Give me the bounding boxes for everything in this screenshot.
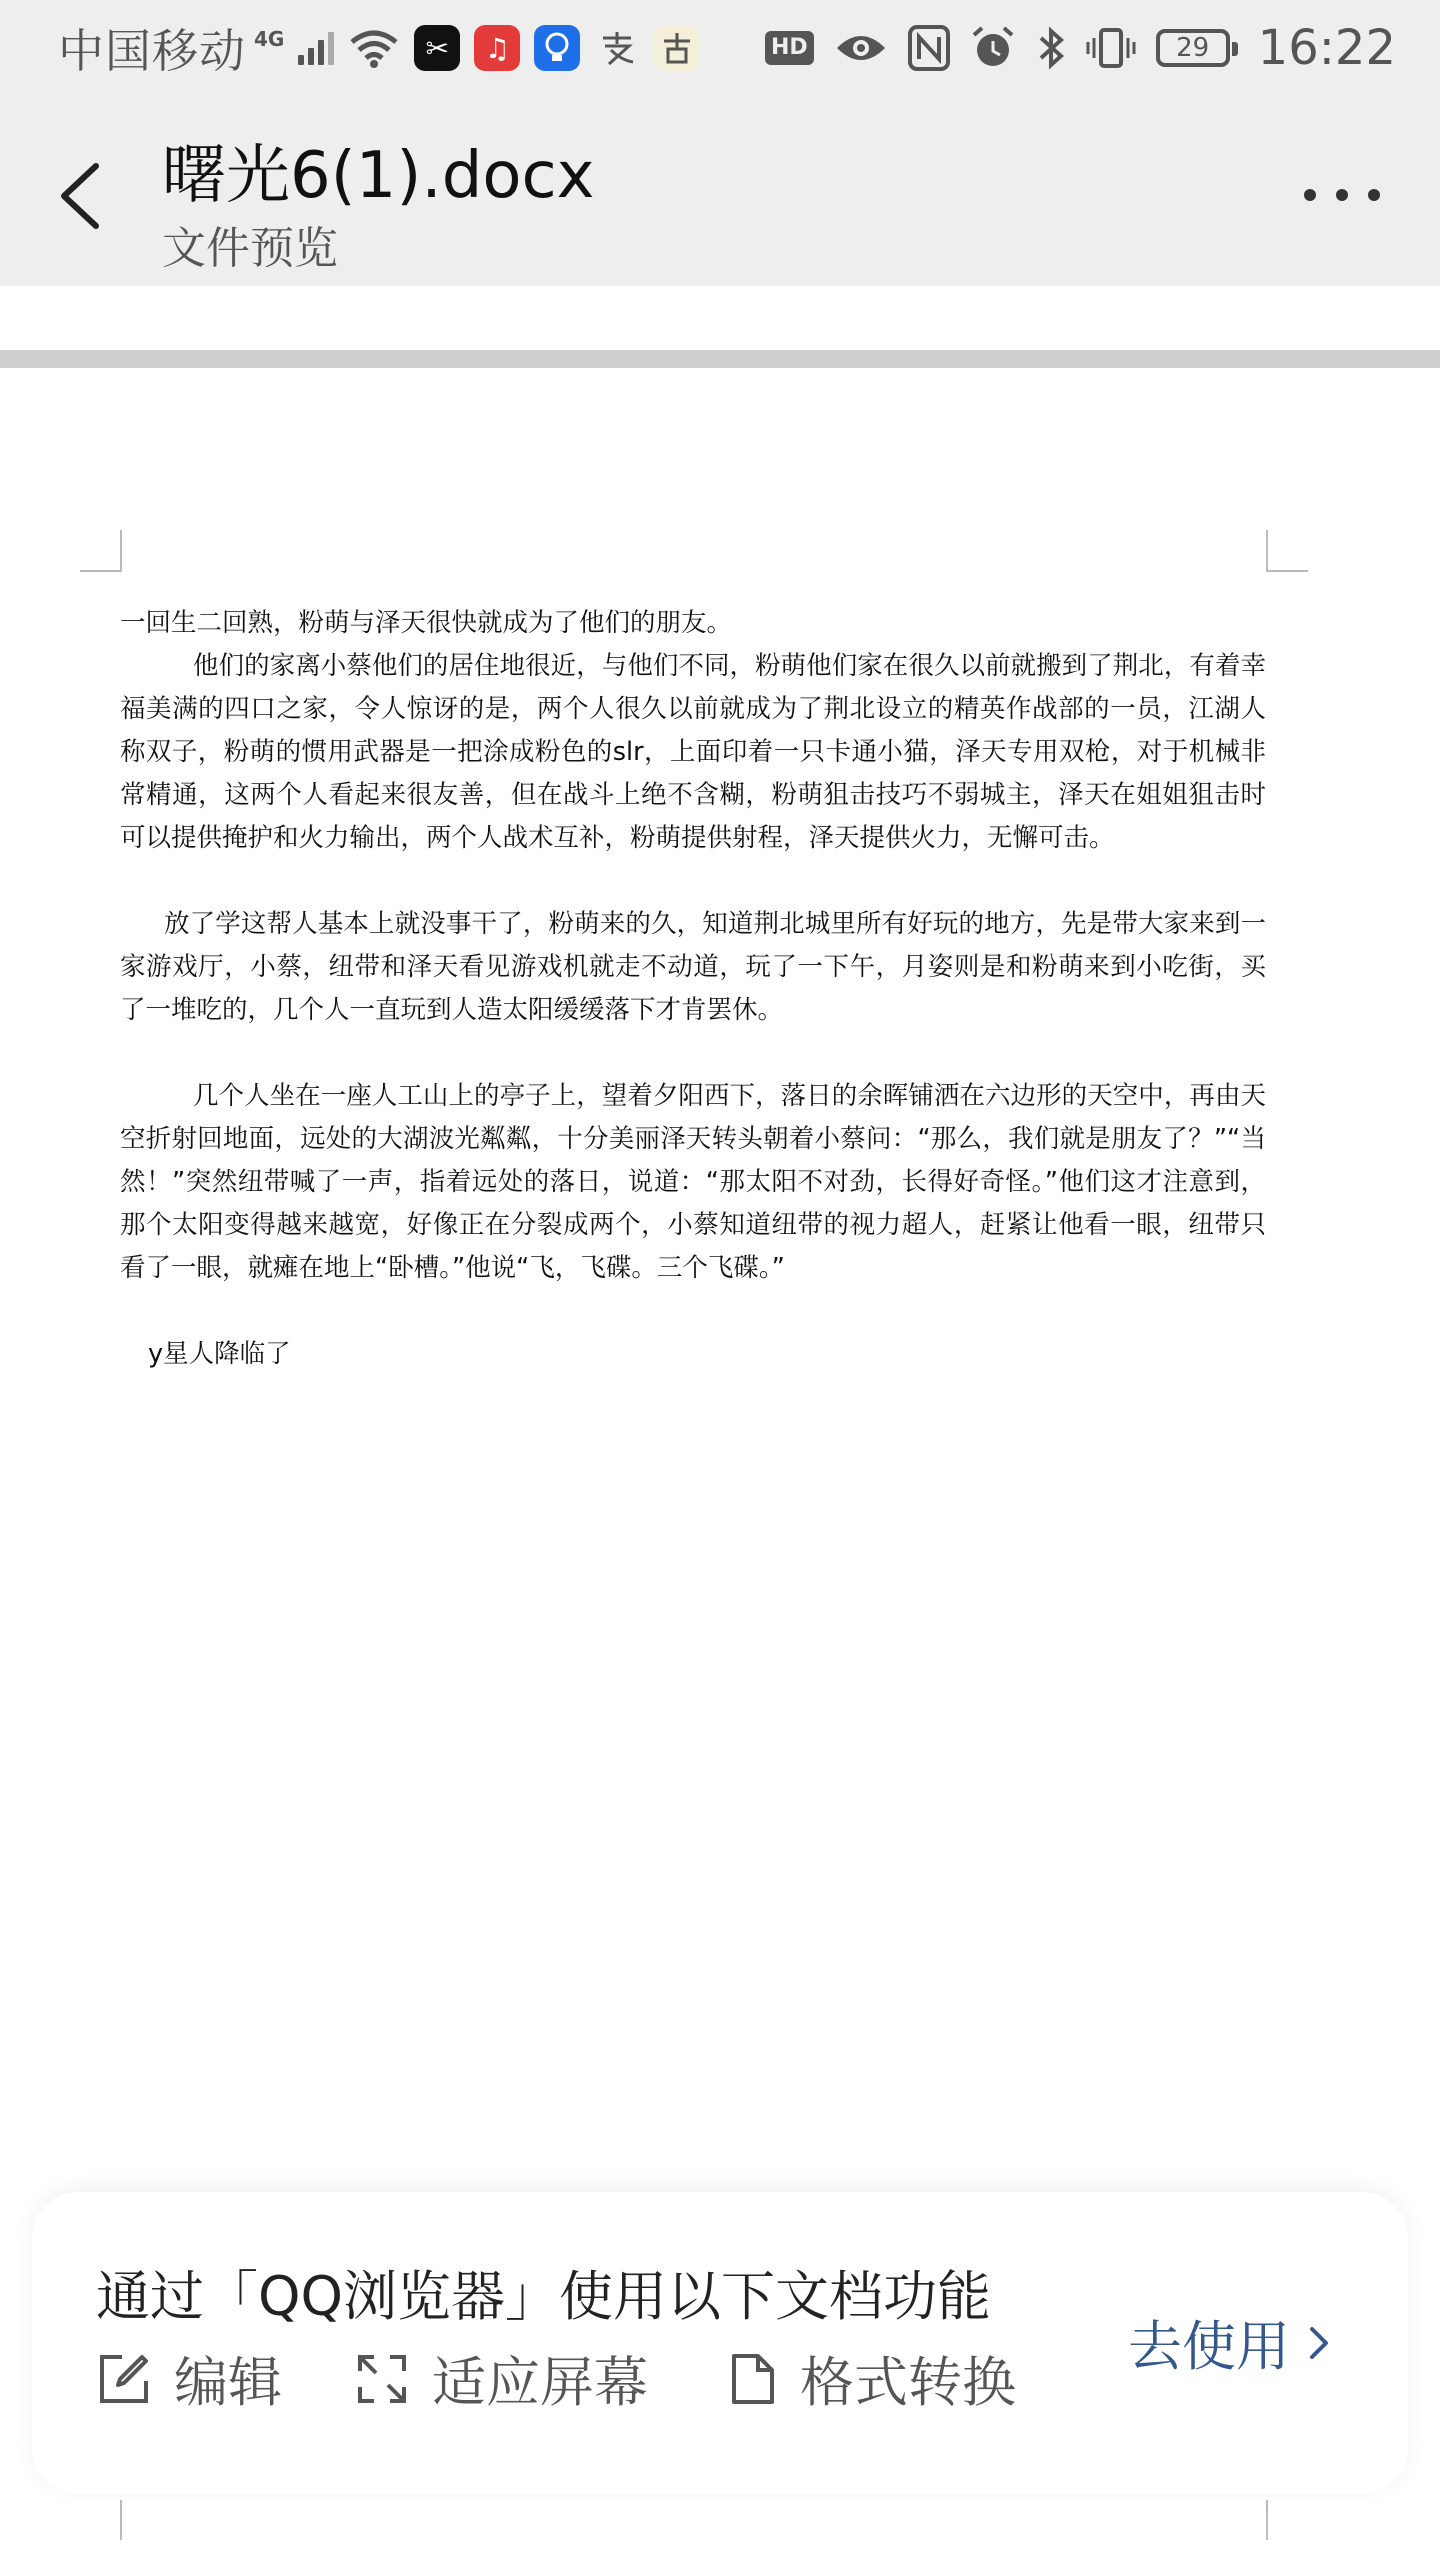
paragraph: y星人降临了 <box>148 1339 291 1369</box>
crop-mark-top-right <box>1266 530 1308 572</box>
fit-screen-icon <box>356 2353 408 2405</box>
carrier-name: 中国移动 <box>58 24 246 78</box>
netease-music-icon: ♫ <box>474 25 520 71</box>
edit-label: 编辑 <box>174 2351 282 2414</box>
go-use-label: 去使用 <box>1128 2315 1290 2378</box>
nfc-icon <box>908 25 950 71</box>
paragraph: 他们的家离小蔡他们的居住地很近，与他们不同，粉萌他们家在很久以前就搬到了荆北，有着幸福美满的四口之家，令人惊讶的是，两个人很久以前就成为了荆北设立的精英作战部的一员，江湖人称双子，粉萌的惯用武器是一把涂成粉色的slr，上面印着一只卡通小猫，泽天专用双枪，对于机械非常精通，这两个人看起来很友善，但在战斗上绝不含糊，粉萌狙击技巧不弱城主，泽天在姐姐狙击时可以提供掩护和火力输出，两个人战术互补，粉萌提供射程，泽天提供火力，无懈可击。 <box>120 651 1266 853</box>
crop-mark-top-left <box>80 530 122 572</box>
paragraph: 一回生二回熟，粉萌与泽天很快就成为了他们的朋友。 <box>120 608 733 638</box>
qq-browser-prompt-card <box>32 2192 1408 2494</box>
status-bar <box>0 0 1440 96</box>
hd-badge: HD <box>765 31 814 65</box>
bluetooth-icon <box>1036 25 1066 71</box>
file-convert-icon <box>730 2352 776 2406</box>
alipay-icon <box>594 25 640 71</box>
capcut-icon: ✂ <box>414 25 460 71</box>
more-dot <box>1304 189 1316 201</box>
chevron-right-icon <box>1308 2323 1330 2363</box>
network-type: 4G <box>254 27 285 51</box>
back-arrow-icon <box>52 156 112 236</box>
format-convert-feature[interactable] <box>730 2340 1016 2417</box>
go-use-button[interactable] <box>1128 2304 1330 2381</box>
battery-level: 29 <box>1176 33 1210 63</box>
page-subtitle: 文件预览 <box>162 223 338 274</box>
lightbulb-app-icon <box>534 25 580 71</box>
more-dot <box>1336 189 1348 201</box>
alarm-icon <box>970 25 1016 71</box>
format-convert-label: 格式转换 <box>800 2351 1016 2414</box>
edit-icon <box>98 2353 150 2405</box>
back-button[interactable] <box>52 156 112 236</box>
page-title: 曙光6(1).docx <box>162 139 595 213</box>
prompt-title: 通过「QQ浏览器」使用以下文档功能 <box>96 2265 992 2328</box>
crop-mark-bottom-right <box>1266 2500 1308 2540</box>
document-body <box>120 602 1266 1376</box>
fit-screen-feature[interactable] <box>356 2340 648 2417</box>
wifi-icon <box>348 28 400 68</box>
paragraph: 几个人坐在一座人工山上的亭子上，望着夕阳西下，落日的余晖铺洒在六边形的天空中，再由天空折射回地面，远处的大湖波光粼粼，十分美丽泽天转头朝着小蔡问：“那么，我们就是朋友了？”“当然！”突然纽带喊了一声，指着远处的落日，说道：“那太阳不对劲，长得好奇怪。”他们这才注意到，那个太阳变得越来越宽，好像正在分裂成两个，小蔡知道纽带的视力超人，赶紧让他看一眼，纽带只看了一眼，就瘫在地上“卧槽。”他说“飞，飞碟。三个飞碟。” <box>120 1081 1266 1283</box>
paragraph: 放了学这帮人基本上就没事干了，粉萌来的久，知道荆北城里所有好玩的地方，先是带大家来到一家游戏厅，小蔡，纽带和泽天看见游戏机就走不动道，玩了一下午，月姿则是和粉萌来到小吃街，买了一堆吃的，几个人一直玩到人造太阳缓缓落下才肯罢休。 <box>120 909 1266 1025</box>
more-dot <box>1368 189 1380 201</box>
eye-icon <box>834 30 888 66</box>
ancient-app-icon <box>654 25 700 71</box>
clock: 16:22 <box>1257 20 1396 76</box>
more-options-button[interactable] <box>1304 182 1380 208</box>
previous-page-bottom <box>0 286 1440 350</box>
app-header <box>0 96 1440 286</box>
edit-feature[interactable] <box>98 2340 282 2417</box>
fit-screen-label: 适应屏幕 <box>432 2351 648 2414</box>
crop-mark-bottom-left <box>80 2500 122 2540</box>
signal-icon <box>298 31 334 65</box>
vibrate-icon <box>1086 26 1136 70</box>
page-separator <box>0 350 1440 368</box>
battery-icon <box>1156 29 1230 67</box>
